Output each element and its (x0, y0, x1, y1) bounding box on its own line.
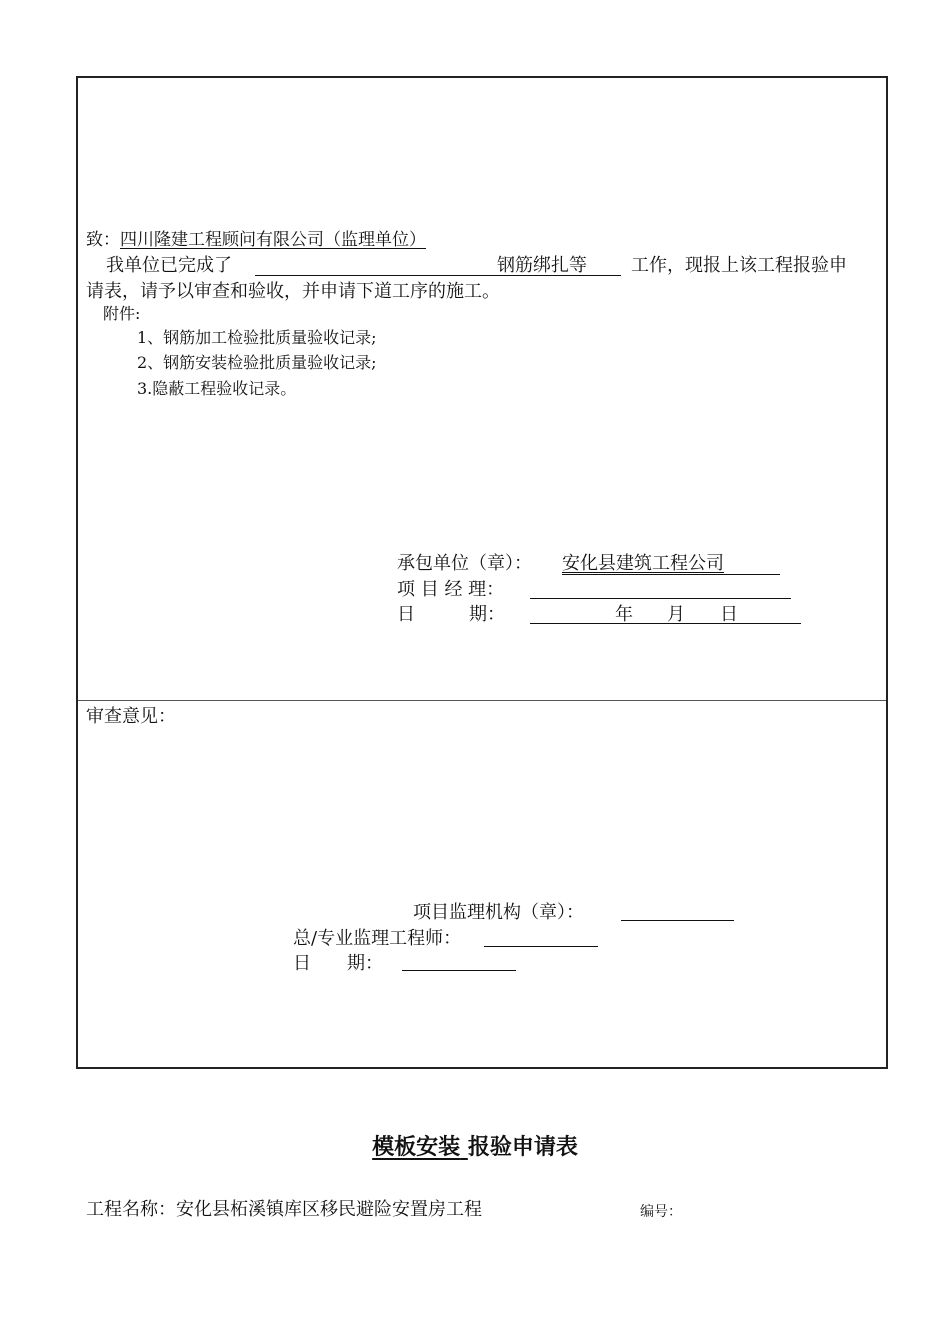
supervising-engineer-label: 总/专业监理工程师： (293, 928, 462, 949)
addressee-org-name: 四川隆建工程顾问有限公司 (120, 230, 324, 250)
project-name-line (86, 1198, 482, 1222)
body-line-1-start: 我单位已完成了 (106, 255, 232, 276)
review-date-label: 日 期： (293, 953, 383, 974)
review-date-line[interactable] (402, 970, 516, 971)
manager-label: 项 目 经 理： (397, 579, 505, 600)
body-line-2: 请表，请予以审查和验收，并申请下道工序的施工。 (86, 281, 500, 302)
contractor-label: 承包单位（章）： (397, 553, 532, 574)
attachment-item: 2、钢筋安装检验批质量验收记录; (137, 353, 377, 372)
review-opinion-label: 审查意见： (86, 706, 176, 727)
title-underlined-part: 模板安装 (372, 1134, 461, 1160)
contractor-underline (562, 574, 780, 575)
supervising-engineer-line[interactable] (484, 946, 598, 947)
date-month: 月 (667, 604, 685, 625)
attachments-label: 附件: (103, 304, 141, 323)
project-name-label: 工程名称： (86, 1199, 176, 1220)
addressee-prefix: 致： (86, 230, 120, 250)
form-number-label: 编号： (640, 1204, 682, 1220)
work-item-value: 钢筋绑扎等 (497, 255, 587, 276)
addressee-org (120, 230, 426, 250)
date-underline[interactable] (530, 623, 801, 624)
section-divider (78, 700, 886, 701)
body-line-1-end: 工作，现报上该工程报验申 (631, 255, 847, 276)
attachment-item: 1、钢筋加工检验批质量验收记录; (137, 328, 377, 347)
next-form-title (0, 1133, 950, 1161)
date-day: 日 (720, 604, 738, 625)
project-name-value: 安化县柘溪镇库区移民避险安置房工程 (176, 1199, 482, 1220)
date-label: 日 期： (397, 604, 505, 625)
supervision-org-line[interactable] (621, 920, 734, 921)
date-year: 年 (615, 604, 633, 625)
manager-signature-line[interactable] (530, 598, 791, 599)
attachment-item: 3.隐蔽工程验收记录。 (137, 379, 297, 398)
title-spacer (460, 1134, 468, 1160)
contractor-value: 安化县建筑工程公司 (562, 553, 724, 574)
title-rest: 报验申请表 (467, 1134, 578, 1160)
addressee-role: （监理单位） (324, 230, 426, 250)
addressee-line (86, 228, 426, 252)
supervision-org-label: 项目监理机构（章）： (413, 902, 584, 923)
